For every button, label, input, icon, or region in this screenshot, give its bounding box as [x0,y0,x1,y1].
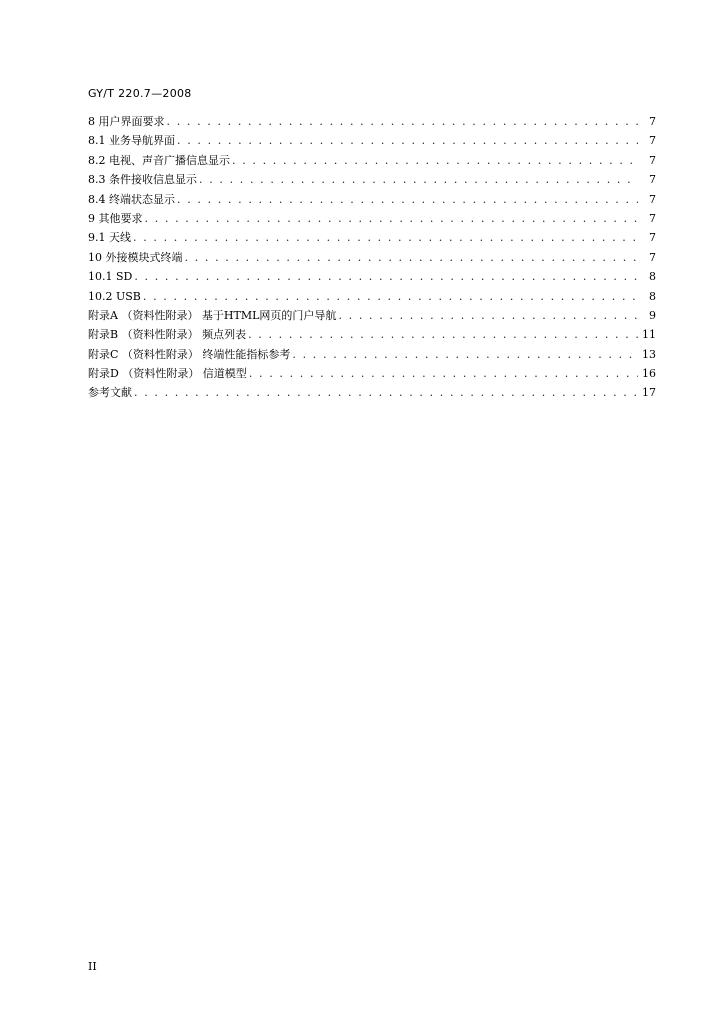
toc-entry-title: 8.1 业务导航界面 [88,134,175,148]
toc-dot-leader [248,325,638,344]
toc-entry[interactable] [88,190,656,209]
toc-dot-leader [167,112,639,131]
toc-dot-leader [199,170,638,189]
toc-entry-page: 7 [649,231,656,245]
toc-entry-title: 附录B （资料性附录） 频点列表 [88,328,247,342]
toc-entry-page: 16 [642,367,656,381]
toc-entry-page: 7 [649,250,656,264]
standard-code-header: GY/T 220.7—2008 [88,87,192,100]
toc-dot-leader [185,248,639,267]
toc-entry-title: 附录C （资料性附录） 终端性能指标参考 [88,347,291,361]
toc-entry[interactable] [88,287,656,306]
toc-dot-leader [292,345,638,364]
toc-dot-leader [249,364,638,383]
toc-entry-page: 7 [649,134,656,148]
toc-dot-leader [177,190,638,209]
toc-dot-leader [145,209,639,228]
toc-entry-title: 参考文献 [88,386,132,400]
toc-entry-title: 8.4 终端状态显示 [88,192,175,206]
toc-entry[interactable] [88,209,656,228]
toc-entry-page: 7 [649,153,656,167]
table-of-contents [88,112,656,403]
toc-entry-title: 8 用户界面要求 [88,115,165,128]
toc-entry-title: 附录D （资料性附录） 信道模型 [88,367,247,381]
page-number-footer: II [88,960,97,973]
toc-entry[interactable] [88,325,656,344]
toc-dot-leader [133,228,638,247]
toc-entry[interactable] [88,306,656,325]
toc-entry-page: 7 [649,192,656,206]
toc-dot-leader [143,287,638,306]
toc-entry-page: 11 [642,328,656,342]
toc-entry[interactable] [88,131,656,150]
toc-dot-leader [338,306,638,325]
toc-entry[interactable] [88,383,656,402]
toc-entry[interactable] [88,248,656,267]
toc-entry-title: 8.2 电视、声音广播信息显示 [88,153,230,167]
toc-dot-leader [177,131,638,150]
toc-entry-page: 7 [649,173,656,187]
toc-entry[interactable] [88,151,656,170]
toc-entry-title: 10 外接模块式终端 [88,250,183,264]
toc-entry-page: 7 [649,211,656,225]
toc-entry[interactable] [88,170,656,189]
toc-entry-page: 13 [642,347,656,361]
toc-entry-page: 9 [649,308,656,322]
toc-entry-title: 附录A （资料性附录） 基于HTML网页的门户导航 [88,308,337,322]
toc-entry-title: 8.3 条件接收信息显示 [88,173,197,187]
toc-entry-title: 9 其他要求 [88,211,143,225]
toc-entry-page: 7 [649,115,656,128]
toc-dot-leader [134,267,638,286]
toc-entry[interactable] [88,364,656,383]
toc-entry-page: 17 [642,386,656,400]
toc-entry-title: 9.1 天线 [88,231,131,245]
toc-dot-leader [232,151,638,170]
toc-entry-title: 10.1 SD [88,270,133,284]
toc-entry[interactable] [88,228,656,247]
toc-entry-title: 10.2 USB [88,289,141,303]
toc-entry-page: 8 [649,270,656,284]
toc-entry[interactable] [88,112,656,131]
toc-entry-page: 8 [649,289,656,303]
toc-dot-leader [134,383,638,402]
toc-entry[interactable] [88,345,656,364]
toc-entry[interactable] [88,267,656,286]
